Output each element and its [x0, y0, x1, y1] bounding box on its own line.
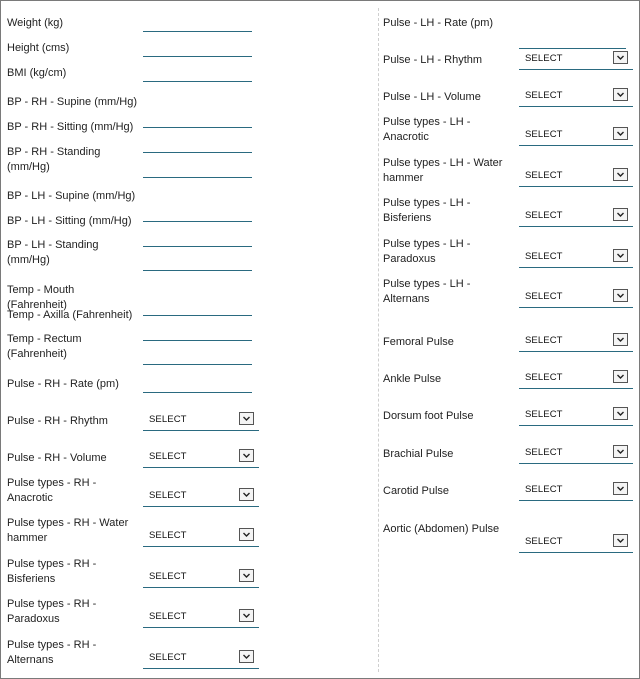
- field-label: Temp - Axilla (Fahrenheit): [7, 309, 133, 321]
- chevron-down-icon[interactable]: [613, 333, 628, 346]
- field-label: Pulse types - LH - Bisferiens: [383, 197, 471, 224]
- chevron-down-icon[interactable]: [613, 168, 628, 181]
- field-label: Pulse types - RH - Anacrotic: [7, 477, 97, 504]
- bp-rh-sitting-input[interactable]: [143, 137, 252, 153]
- column-divider: [378, 8, 379, 672]
- pulse-types-rh-water-hammer-select[interactable]: [143, 528, 259, 547]
- select-value: SELECT: [525, 447, 563, 458]
- field-label: Pulse - RH - Rhythm: [7, 415, 108, 427]
- field-label: Pulse types - LH - Alternans: [383, 278, 471, 305]
- field-label: Carotid Pulse: [383, 485, 450, 497]
- select-value: SELECT: [149, 611, 187, 622]
- chevron-down-icon[interactable]: [239, 528, 254, 541]
- bp-lh-standing-input[interactable]: [143, 255, 252, 271]
- pulse-types-lh-alternans-select[interactable]: [519, 289, 633, 308]
- select-value: SELECT: [525, 409, 563, 420]
- field-label: BP - RH - Supine (mm/Hg): [7, 96, 137, 108]
- select-value: SELECT: [525, 291, 563, 302]
- bmi-input[interactable]: [143, 66, 252, 82]
- chevron-down-icon[interactable]: [613, 127, 628, 140]
- field-label: Pulse - LH - Rate (pm): [383, 17, 494, 29]
- field-label: Temp - Rectum (Fahrenheit): [7, 333, 82, 360]
- field-label: Pulse types - RH - Bisferiens: [7, 558, 97, 585]
- chevron-down-icon[interactable]: [613, 249, 628, 262]
- field-label: Pulse types - RH - Paradoxus: [7, 598, 97, 625]
- select-value: SELECT: [525, 372, 563, 383]
- chevron-down-icon[interactable]: [239, 650, 254, 663]
- pulse-lh-rhythm-select[interactable]: [519, 51, 633, 70]
- field-label: Weight (kg): [7, 17, 64, 29]
- field-label: Height (cms): [7, 42, 70, 54]
- chevron-down-icon[interactable]: [613, 482, 628, 495]
- select-value: SELECT: [525, 335, 563, 346]
- field-label: BMI (kg/cm): [7, 67, 67, 79]
- select-value: SELECT: [525, 129, 563, 140]
- chevron-down-icon[interactable]: [613, 534, 628, 547]
- pulse-rh-rate-input[interactable]: [143, 377, 252, 393]
- bp-lh-supine-input[interactable]: [143, 206, 252, 222]
- select-value: SELECT: [149, 451, 187, 462]
- field-label: Pulse - RH - Rate (pm): [7, 378, 119, 390]
- field-label: Aortic (Abdomen) Pulse: [383, 523, 500, 535]
- select-value: SELECT: [149, 414, 187, 425]
- select-value: SELECT: [525, 170, 563, 181]
- select-value: SELECT: [525, 251, 563, 262]
- field-label: Temp - Mouth (Fahrenheit): [7, 284, 75, 311]
- field-label: BP - LH - Supine (mm/Hg): [7, 190, 136, 202]
- field-label: BP - RH - Standing (mm/Hg): [7, 146, 101, 173]
- field-label: Pulse types - LH - Paradoxus: [383, 238, 471, 265]
- brachial-pulse-select[interactable]: [519, 445, 633, 464]
- chevron-down-icon[interactable]: [613, 289, 628, 302]
- field-label: Dorsum foot Pulse: [383, 410, 474, 422]
- pulse-rh-volume-select[interactable]: [143, 449, 259, 468]
- dorsum-foot-pulse-select[interactable]: [519, 407, 633, 426]
- pulse-types-rh-paradoxus-select[interactable]: [143, 609, 259, 628]
- chevron-down-icon[interactable]: [239, 569, 254, 582]
- select-value: SELECT: [525, 210, 563, 221]
- bp-rh-supine-input[interactable]: [143, 112, 252, 128]
- aortic-pulse-select[interactable]: [519, 534, 633, 553]
- chevron-down-icon[interactable]: [613, 407, 628, 420]
- pulse-types-rh-anacrotic-select[interactable]: [143, 488, 259, 507]
- select-value: SELECT: [525, 90, 563, 101]
- bp-lh-sitting-input[interactable]: [143, 231, 252, 247]
- field-label: Brachial Pulse: [383, 448, 454, 460]
- pulse-types-lh-bisferiens-select[interactable]: [519, 208, 633, 227]
- chevron-down-icon[interactable]: [613, 51, 628, 64]
- chevron-down-icon[interactable]: [239, 412, 254, 425]
- chevron-down-icon[interactable]: [239, 609, 254, 622]
- field-label: Pulse - LH - Rhythm: [383, 54, 483, 66]
- select-value: SELECT: [525, 53, 563, 64]
- chevron-down-icon[interactable]: [613, 88, 628, 101]
- chevron-down-icon[interactable]: [239, 449, 254, 462]
- chevron-down-icon[interactable]: [613, 208, 628, 221]
- field-label: BP - LH - Sitting (mm/Hg): [7, 215, 132, 227]
- pulse-types-lh-anacrotic-select[interactable]: [519, 127, 633, 146]
- select-value: SELECT: [149, 530, 187, 541]
- chevron-down-icon[interactable]: [613, 445, 628, 458]
- field-label: Pulse types - RH - Water hammer: [7, 517, 129, 544]
- weight-input[interactable]: [143, 16, 252, 32]
- femoral-pulse-select[interactable]: [519, 333, 633, 352]
- field-label: Pulse types - RH - Alternans: [7, 639, 97, 666]
- pulse-lh-volume-select[interactable]: [519, 88, 633, 107]
- pulse-types-rh-alternans-select[interactable]: [143, 650, 259, 669]
- pulse-types-lh-paradoxus-select[interactable]: [519, 249, 633, 268]
- pulse-types-lh-water-hammer-select[interactable]: [519, 168, 633, 187]
- select-value: SELECT: [149, 652, 187, 663]
- temp-rectum-input[interactable]: [143, 349, 252, 365]
- field-label: Pulse - LH - Volume: [383, 91, 481, 103]
- ankle-pulse-select[interactable]: [519, 370, 633, 389]
- chevron-down-icon[interactable]: [239, 488, 254, 501]
- pulse-lh-rate-input[interactable]: [519, 33, 626, 49]
- chevron-down-icon[interactable]: [613, 370, 628, 383]
- temp-mouth-input[interactable]: [143, 300, 252, 316]
- field-label: Ankle Pulse: [383, 373, 442, 385]
- field-label: Pulse - RH - Volume: [7, 452, 107, 464]
- field-label: Pulse types - LH - Water hammer: [383, 157, 503, 184]
- height-input[interactable]: [143, 41, 252, 57]
- field-label: BP - LH - Standing (mm/Hg): [7, 239, 99, 266]
- carotid-pulse-select[interactable]: [519, 482, 633, 501]
- field-label: BP - RH - Sitting (mm/Hg): [7, 121, 134, 133]
- field-label: Femoral Pulse: [383, 336, 454, 348]
- select-value: SELECT: [525, 536, 563, 547]
- select-value: SELECT: [525, 484, 563, 495]
- pulse-rh-rhythm-select[interactable]: [143, 412, 259, 431]
- field-label: Pulse types - LH - Anacrotic: [383, 116, 471, 143]
- select-value: SELECT: [149, 490, 187, 501]
- bp-rh-standing-input[interactable]: [143, 162, 252, 178]
- select-value: SELECT: [149, 571, 187, 582]
- temp-axilla-input[interactable]: [143, 325, 252, 341]
- pulse-types-rh-bisferiens-select[interactable]: [143, 569, 259, 588]
